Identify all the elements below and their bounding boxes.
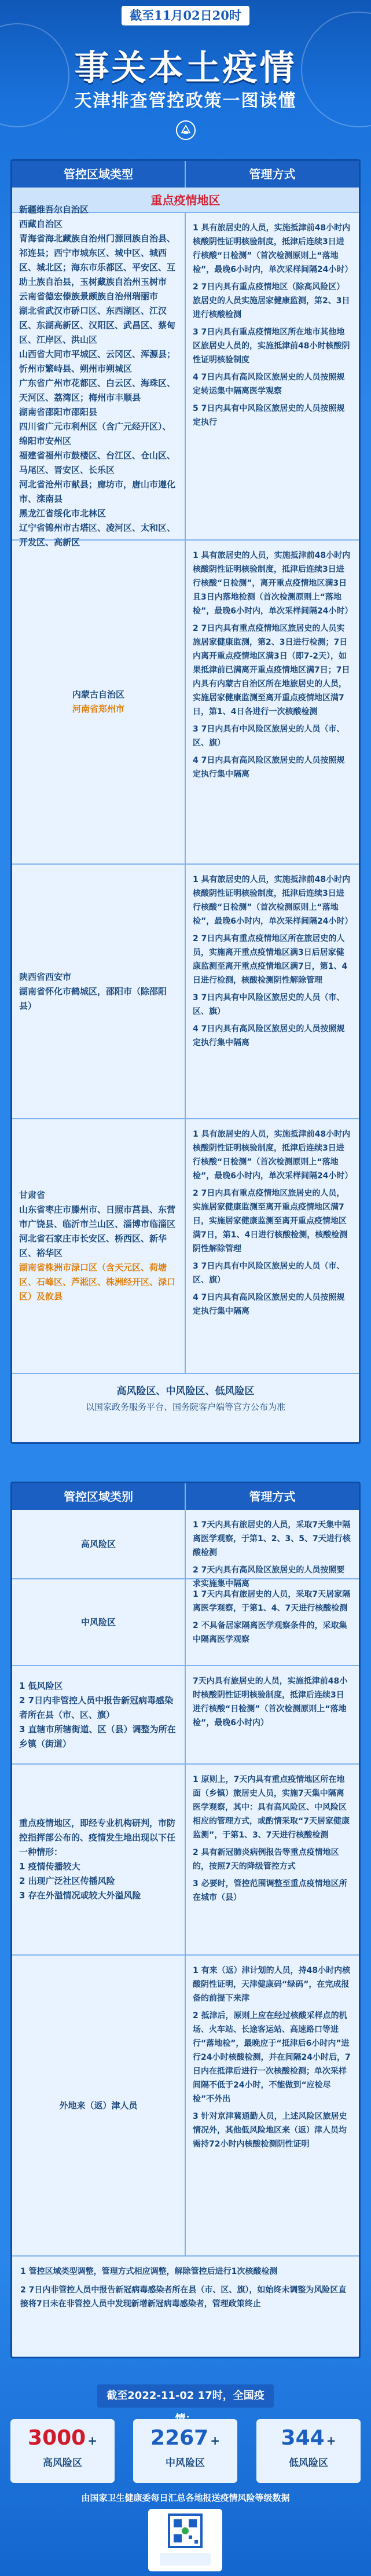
method-item: 1 具有旅居史的人员，实施抵津前48小时内核酸阴性证明核验制度，抵津后连续3日进行核酸“日检测”，离开重点疫情地区满3日且3日内落地检测（首次检测原则上“落地检”，最晚6小时内，单次采样间隔24小时） <box>193 551 353 616</box>
region-item: 云南省德宏傣族景颇族自治州瑞丽市 <box>19 291 159 302</box>
region-item: 湖北省武汉市硚口区、东西湖区、江汉区、东湖高新区、汉阳区、武昌区、蔡甸区、江岸区、洪山区 <box>19 306 176 345</box>
header <box>0 0 371 156</box>
region-item: 西藏自治区 <box>19 219 63 229</box>
region-list <box>12 541 186 863</box>
key-areas-panel <box>10 159 361 1444</box>
qr-code-icon[interactable] <box>148 2509 222 2571</box>
section-key-areas: 重点疫情地区 <box>12 188 359 213</box>
method-item: 1 原则上，7天内具有重点疫情地区所在地面（乡镇）旅居史人员，实施7天集中隔离医学观察，其中：具有高风险区、中风险区相应的管理方式，或酌情采取“7天居家健康监测”，于第1、3、7天进行核酸检测 <box>193 1775 350 1840</box>
stat-low-risk <box>256 2419 361 2483</box>
table-row <box>12 204 359 547</box>
method-item: 3 必要时，管控范围调整至重点疫情地区所在城市（县） <box>193 1879 347 1902</box>
panel-footer <box>12 1374 359 1425</box>
method-item: 1 具有旅居史的人员，实施抵津前48小时内核酸阴性证明核验制度，抵津后连续3日进行核酸“日检测”（首次检测原则上“落地检”，最晚6小时内，单次采样间隔24小时） <box>193 875 353 926</box>
method-item: 4 7日内具有高风险区旅居史的人员按照规定执行集中隔离 <box>193 1024 345 1048</box>
method-list <box>186 213 359 539</box>
stat-number: 3000 + <box>28 2426 97 2450</box>
category-cell <box>12 1579 186 1665</box>
footer-title: 高风险区、中风险区、低风险区 <box>116 1386 255 1397</box>
region-item: 黑龙江省绥化市北林区 <box>19 508 106 519</box>
method-item: 2 抵津后，原则上应在经过核酸采样点的机场、火车站、长途客运站、高速路口等进行“落地检”，最晚应于“抵津后6小时内”进行24小时核酸检测，并在间隔24小时后，7日内在抵津后进行一次核酸检测；单次采样间隔不低于24小时，不能做到“应检尽检”不外出 <box>193 2011 351 2104</box>
method-item: 2 7天内具有高风险区旅居史的人员按照要求实施集中隔离 <box>193 1566 345 1589</box>
stat-number: 344 + <box>281 2426 336 2450</box>
method-item: 2 7日内具有重点疫情地区所在旅居史的人员，实施离开重点疫情地区满3日后居家健康监测至离开重点疫情地区满7日，第1、4日进行检测，核酸检测阴性解除管理 <box>193 934 348 985</box>
col-header-type: 管控区域类型 <box>12 161 186 188</box>
region-item: 湖南省株洲市渌口区（含天元区、荷塘区、石峰区、芦淞区、株洲经开区、渌口区）及攸县 <box>19 1262 176 1302</box>
table-row <box>12 1765 359 1956</box>
panel-header <box>12 1483 359 1510</box>
category-label: 中风险区 <box>80 1616 116 1627</box>
method-item: 1 7天内具有旅居史的人员，采取7天集中隔离医学观察，于第1、2、3、5、7天进行核酸检测 <box>193 1520 351 1557</box>
note-item: 2 7日内非管控人员中报告新冠病毒感染者所在县（市、区、旗），如始终未调整为风险区直接将7日未在非管控人员中发现新增新冠病毒感染者，管理政策终止 <box>20 2285 347 2309</box>
category-label: 重点疫情地区，即经专业机构研判，市防控指挥部公布的、疫情发生地出现以下任一种情形： 1 疫情传播较大 2 出现广泛社区传播风险 3 存在外溢情况或较大外溢风险 <box>19 1818 176 1901</box>
stat-number: 2267 + <box>150 2426 220 2450</box>
col-header-category: 管控区域类别 <box>12 1483 186 1510</box>
note-item: 1 管控区域类型调整，管理方式相应调整，解除管控后进行1次核酸检测 <box>20 2267 278 2276</box>
method-item: 1 具有旅居史的人员，实施抵津前48小时内核酸阴性证明核验制度，抵津后连续3日进行核酸“日检测”（首次检测原则上“落地检”，最晚6小时内，单次采样间隔24小时） <box>193 223 353 274</box>
method-item: 3 7日内具有中风险区旅居史的人员（市、区、旗） <box>193 993 345 1016</box>
region-item: 河北省石家庄市长安区、桥西区、新华区、裕华区 <box>19 1233 167 1258</box>
method-item: 3 7日内具有重点疫情地区所在地市其他地区旅居史人员的，实施抵津前48小时核酸阴性证明核验制度 <box>193 328 350 365</box>
region-item: 湖南省怀化市鹤城区，邵阳市（除邵阳县） <box>19 986 167 1011</box>
col-header-method: 管理方式 <box>249 167 296 181</box>
stat-label: 高风险区 <box>43 2457 82 2469</box>
panel-header <box>12 161 359 188</box>
region-item: 陕西省西安市 <box>19 971 72 982</box>
footer-note: 以国家政务服务平台、国务院客户端等官方公布为准 <box>85 1402 285 1412</box>
method-item: 3 7日内具有中风险区旅居史的人员（市、区、旗） <box>193 725 345 748</box>
method-item: 2 不具备居家隔离医学观察条件的，采取集中隔离医学观察 <box>193 1621 347 1644</box>
method-item: 2 7日内具有重点疫情地区（除高风险区）旅居史的人员实施居家健康监测，第2、3日进行核酸检测 <box>193 282 350 319</box>
region-item: 山东省枣庄市滕州市、日照市莒县、东营市广饶县、临沂市兰山区、淄博市临淄区 <box>19 1204 176 1229</box>
stat-label: 中风险区 <box>166 2457 205 2469</box>
method-list <box>186 1956 359 2255</box>
table-row <box>12 541 359 865</box>
region-item: 甘肃省 <box>19 1190 46 1200</box>
region-list <box>12 1119 186 1373</box>
method-item: 2 7日内具有重点疫情地区旅居史的人员，实施居家健康监测至离开重点疫情地区满7日，实施居家健康监测至离开重点疫情地区满7日，第1、4日进行核酸检测，核酸检测阴性解除管理 <box>193 1189 348 1254</box>
region-item: 河南省郑州市 <box>72 704 124 714</box>
method-item: 4 7日内具有高风险区旅居史的人员按照规定转运集中隔离医学观察 <box>193 373 345 396</box>
region-item: 河北省沧州市献县；廊坊市，唐山市遵化市、滦南县 <box>19 479 176 504</box>
method-item: 3 7日内具有中风险区旅居史的人员（市、区、旗） <box>193 1262 345 1285</box>
stat-mid-risk <box>133 2419 237 2483</box>
stat-high-risk <box>10 2419 115 2483</box>
method-list <box>186 1765 359 1954</box>
category-label: 1 低风险区 2 7日内非管控人员中报告新冠病毒感染者所在县（市、区、旗） 3 直辖市所辖街道、区（县）调整为所在乡镇（街道） <box>19 1680 176 1749</box>
table-row <box>12 1119 359 1374</box>
region-list <box>12 865 186 1118</box>
method-list <box>186 865 359 1118</box>
region-item: 福建省福州市鼓楼区、台江区、仓山区、马尾区、晋安区、长乐区 <box>19 450 176 475</box>
method-list <box>186 1666 359 1763</box>
region-item: 新疆维吾尔自治区 <box>19 204 89 215</box>
category-cell <box>12 1765 186 1954</box>
region-item: 湖南省邵阳市邵阳县 <box>19 407 98 417</box>
panel-notes <box>12 2257 359 2319</box>
table-row <box>12 1956 359 2257</box>
category-label: 外地来（返）津人员 <box>59 2100 138 2111</box>
method-item: 7天内具有旅居史的人员，实施抵津前48小时核酸阴性证明核验制度，抵津后连续3日进行核酸“日检测”（首次检测原则上“落地检”，最晚6小时内） <box>193 1677 348 1728</box>
region-item: 山西省大同市平城区、云冈区、浑源县；忻州市繁峙县、朔州市朔城区 <box>19 349 176 374</box>
risk-areas-panel <box>10 1482 361 2358</box>
region-item: 四川省广元市利州区（含广元经开区）、绵阳市安州区 <box>19 421 171 446</box>
page-subtitle: 天津排查管控政策一图读懂 <box>74 91 297 111</box>
method-list <box>186 1510 359 1589</box>
method-list <box>186 541 359 863</box>
method-list <box>186 1119 359 1373</box>
method-item: 4 7日内具有高风险区旅居史的人员按照规定执行集中隔离 <box>193 1293 345 1316</box>
table-row <box>12 865 359 1119</box>
method-item: 1 具有旅居史的人员，实施抵津前48小时内核酸阴性证明核验制度，抵津后连续3日进行核酸“日检测”（首次检测原则上“落地检”，最晚6小时内，单次采样间隔24小时） <box>193 1130 353 1181</box>
table-row <box>12 1666 359 1765</box>
stats-title: 截至2022-11-02 17时，全国疫 <box>97 2384 274 2408</box>
category-cell <box>12 1510 186 1578</box>
region-item: 辽宁省锦州市古塔区、凌河区、太和区、开发区、高新区 <box>19 523 176 547</box>
region-list <box>12 204 186 547</box>
category-label: 高风险区 <box>80 1538 116 1549</box>
method-item: 1 7天内具有旅居史的人员，采取7天居家隔离医学观察，于第1、4、7天进行核酸检测 <box>193 1590 351 1613</box>
table-row <box>12 1510 359 1589</box>
page-title: 事关本土疫情 <box>74 48 297 89</box>
emblem-icon <box>176 120 196 140</box>
stat-label: 低风险区 <box>289 2457 328 2469</box>
category-cell <box>12 1666 186 1763</box>
region-item: 广东省广州市花都区、白云区、海珠区、天河区、荔湾区；梅州市丰顺县 <box>19 378 176 403</box>
method-item: 1 有来（返）津计划的人员，持48小时内核酸阴性证明，天津健康码“绿码”，在完成报备的前提下来津 <box>193 1966 351 2003</box>
region-item: 青海省海北藏族自治州门源回族自治县、祁连县；西宁市城东区、城中区、城西区、城北区；海东市乐都区、平安区、互助土族自治县，玉树藏族自治州玉树市 <box>19 233 176 287</box>
col-header-method: 管理方式 <box>249 1490 296 1504</box>
category-cell <box>12 1956 186 2255</box>
date-tag: 截至11月02日20时 <box>122 6 249 25</box>
table-row <box>12 1579 359 1666</box>
region-item: 内蒙古自治区 <box>72 689 124 700</box>
method-item: 4 7日内具有高风险区旅居史的人员按照规定执行集中隔离 <box>193 756 345 779</box>
method-item: 5 7日内具有中风险区旅居史的人员按照规定执行 <box>193 404 345 427</box>
method-item: 2 7日内具有重点疫情地区旅居史的人员实施居家健康监测，第2、3日进行检测；7日内离开重点疫情地区满3日（即7-2天），如果抵津前已满离开重点疫情地区满7日；7日内具有内蒙古自治区所在地旅居史的人员，实施居家健康监测至离开重点疫情地区满7日，第1、4日各进行一次核酸检测 <box>193 624 350 716</box>
stats-note: 由国家卫生健康委每日汇总各地报送疫情风险等级数据 <box>81 2493 290 2503</box>
method-item: 3 针对京津冀通勤人员，上述风险区旅居史情况外，其他低风险地区来（返）津人员均需持72小时内核酸检测阴性证明 <box>193 2112 347 2149</box>
method-item: 2 具有新冠肺炎病例报告等重点疫情地区的，按照7天的降级管控方式 <box>193 1848 339 1871</box>
method-list <box>186 1579 359 1665</box>
